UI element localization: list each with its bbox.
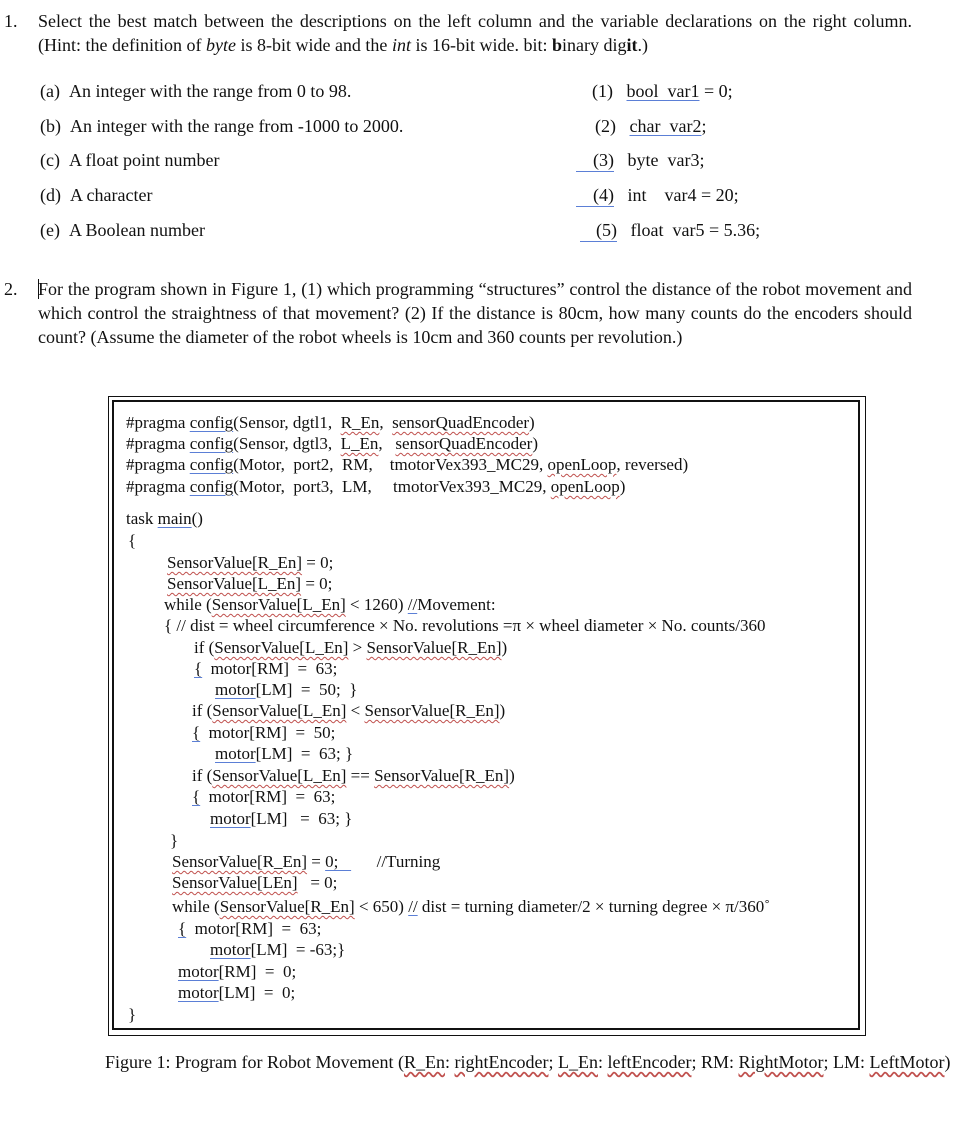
- code-line-20: motor[RM] = 0;: [178, 962, 297, 981]
- code-line-17: while (SensorValue[R_En] < 650) // dist = turning diameter/2 × turning degree × π/360˚: [172, 897, 770, 916]
- code-line-1: SensorValue[R_En] = 0;: [167, 553, 334, 572]
- code-close-brace: }: [128, 1005, 137, 1024]
- code-pragma-3: #pragma config(Motor, port2, RM, tmotorVex393_MC29, openLoop, reversed): [126, 455, 689, 474]
- right-rest: ;: [701, 116, 707, 136]
- code-line-18: { motor[RM] = 63;: [178, 919, 322, 938]
- right-type: bool: [626, 81, 659, 101]
- code-task-main: task main(): [126, 509, 203, 528]
- q1-left-c: [40, 150, 219, 171]
- right-type: byte: [627, 150, 659, 170]
- code-line-21: motor[LM] = 0;: [178, 983, 296, 1002]
- q1-end: .): [637, 35, 648, 55]
- left-letter: (e): [40, 220, 60, 240]
- left-text: A character: [70, 185, 153, 205]
- right-rest: = 5.36;: [704, 220, 761, 240]
- code-open-brace: {: [128, 531, 137, 550]
- left-letter: (b): [40, 116, 61, 136]
- code-line-6: { motor[RM] = 63;: [194, 659, 338, 678]
- right-num: (1): [592, 81, 613, 101]
- code-line-15: SensorValue[R_En] = 0; //Turning: [172, 852, 441, 871]
- q1-b-bold: b: [551, 35, 562, 55]
- left-text: An integer with the range from -1000 to 2000.: [70, 116, 404, 136]
- q1-int-word: int: [391, 35, 411, 55]
- q1-right-1: [592, 81, 733, 102]
- right-num: (5): [580, 220, 617, 242]
- left-text: A Boolean number: [68, 220, 205, 240]
- code-pragma-2: #pragma config(Sensor, dgtl3, L_En, sensorQuadEncoder): [126, 434, 538, 453]
- q1-left-a: [40, 81, 351, 102]
- right-type: float: [630, 220, 664, 240]
- code-line-3: while (SensorValue[L_En] < 1260) //Movement:: [164, 595, 496, 614]
- code-line-10: motor[LM] = 63; }: [215, 744, 354, 763]
- code-line-12: { motor[RM] = 63;: [192, 787, 336, 806]
- q1-text-a: Select the best match between the descriptions on the left column and the variable declarations on the right column. (Hint: the definition of: [38, 11, 912, 55]
- code-line-16: SensorValue[LEn] = 0;: [172, 873, 338, 892]
- q1-left-e: [40, 220, 205, 241]
- q2-prompt: For the program shown in Figure 1, (1) which programming “structures” control the distance of the robot movement and which control the straightness of that movement? (2) If the distance is 80cm, how many counts do the encoders should count? (Assume the diameter of the robot wheels is 10cm and 360 counts per revolution.): [38, 279, 912, 347]
- left-text: An integer with the range from 0 to 98.: [68, 81, 352, 101]
- code-line-13: motor[LM] = 63; }: [210, 809, 353, 828]
- q1-right-3: [576, 150, 705, 172]
- q2-number: 2.: [4, 279, 18, 299]
- figure-caption: Figure 1: Program for Robot Movement (R_En: rightEncoder; L_En: leftEncoder; RM: RightMotor; LM: LeftMotor): [105, 1052, 951, 1072]
- right-type: int: [627, 185, 647, 205]
- code-line-9: { motor[RM] = 50;: [192, 723, 336, 742]
- right-decl: [630, 116, 702, 136]
- q1-inary: inary dig: [561, 35, 627, 55]
- q1-number: 1.: [4, 11, 18, 31]
- right-num: (4): [576, 185, 614, 207]
- q1-left-d: [40, 185, 152, 206]
- right-name: var5: [672, 220, 705, 240]
- left-letter: (d): [40, 185, 61, 205]
- code-line-5: if (SensorValue[L_En] > SensorValue[R_En]): [194, 638, 508, 657]
- q1-left-b: [40, 116, 403, 137]
- q1-byte-word: byte: [205, 35, 236, 55]
- q1-right-5: [580, 220, 760, 242]
- code-line-7: motor[LM] = 50; }: [215, 680, 358, 699]
- right-rest: ;: [699, 150, 705, 170]
- q1-right-4: [576, 185, 739, 207]
- q1-right-2: [595, 116, 706, 137]
- right-name: var1: [667, 81, 700, 101]
- q1-it-bold: it: [626, 35, 638, 55]
- left-text: A float point number: [68, 150, 220, 170]
- code-line-4: { // dist = wheel circumference × No. revolutions =π × wheel diameter × No. counts/360: [164, 616, 766, 635]
- code-line-19: motor[LM] = -63;}: [210, 940, 346, 959]
- code-pragma-4: #pragma config(Motor, port3, LM, tmotorVex393_MC29, openLoop): [126, 477, 626, 496]
- code-line-2: SensorValue[L_En] = 0;: [167, 574, 333, 593]
- right-num: (2): [595, 116, 616, 136]
- left-letter: (a): [40, 81, 60, 101]
- code-line-11: if (SensorValue[L_En] == SensorValue[R_En]): [192, 766, 515, 785]
- right-rest: = 20;: [696, 185, 739, 205]
- right-rest: = 0;: [699, 81, 733, 101]
- left-letter: (c): [40, 150, 60, 170]
- code-line-8: if (SensorValue[L_En] < SensorValue[R_En]): [192, 701, 506, 720]
- right-type: char: [629, 116, 661, 136]
- code-line-14: }: [170, 831, 179, 850]
- q1-text-c: is 16-bit wide. bit:: [410, 35, 552, 55]
- q1-prompt: [38, 9, 912, 57]
- right-name: var2: [669, 116, 702, 136]
- right-num: (3): [576, 150, 614, 172]
- code-pragma-1: #pragma config(Sensor, dgtl1, R_En, sensorQuadEncoder): [126, 413, 535, 432]
- q1-text-b: is 8-bit wide and the: [235, 35, 392, 55]
- right-name: var4: [664, 185, 697, 205]
- right-decl: [627, 81, 700, 101]
- right-name: var3: [667, 150, 700, 170]
